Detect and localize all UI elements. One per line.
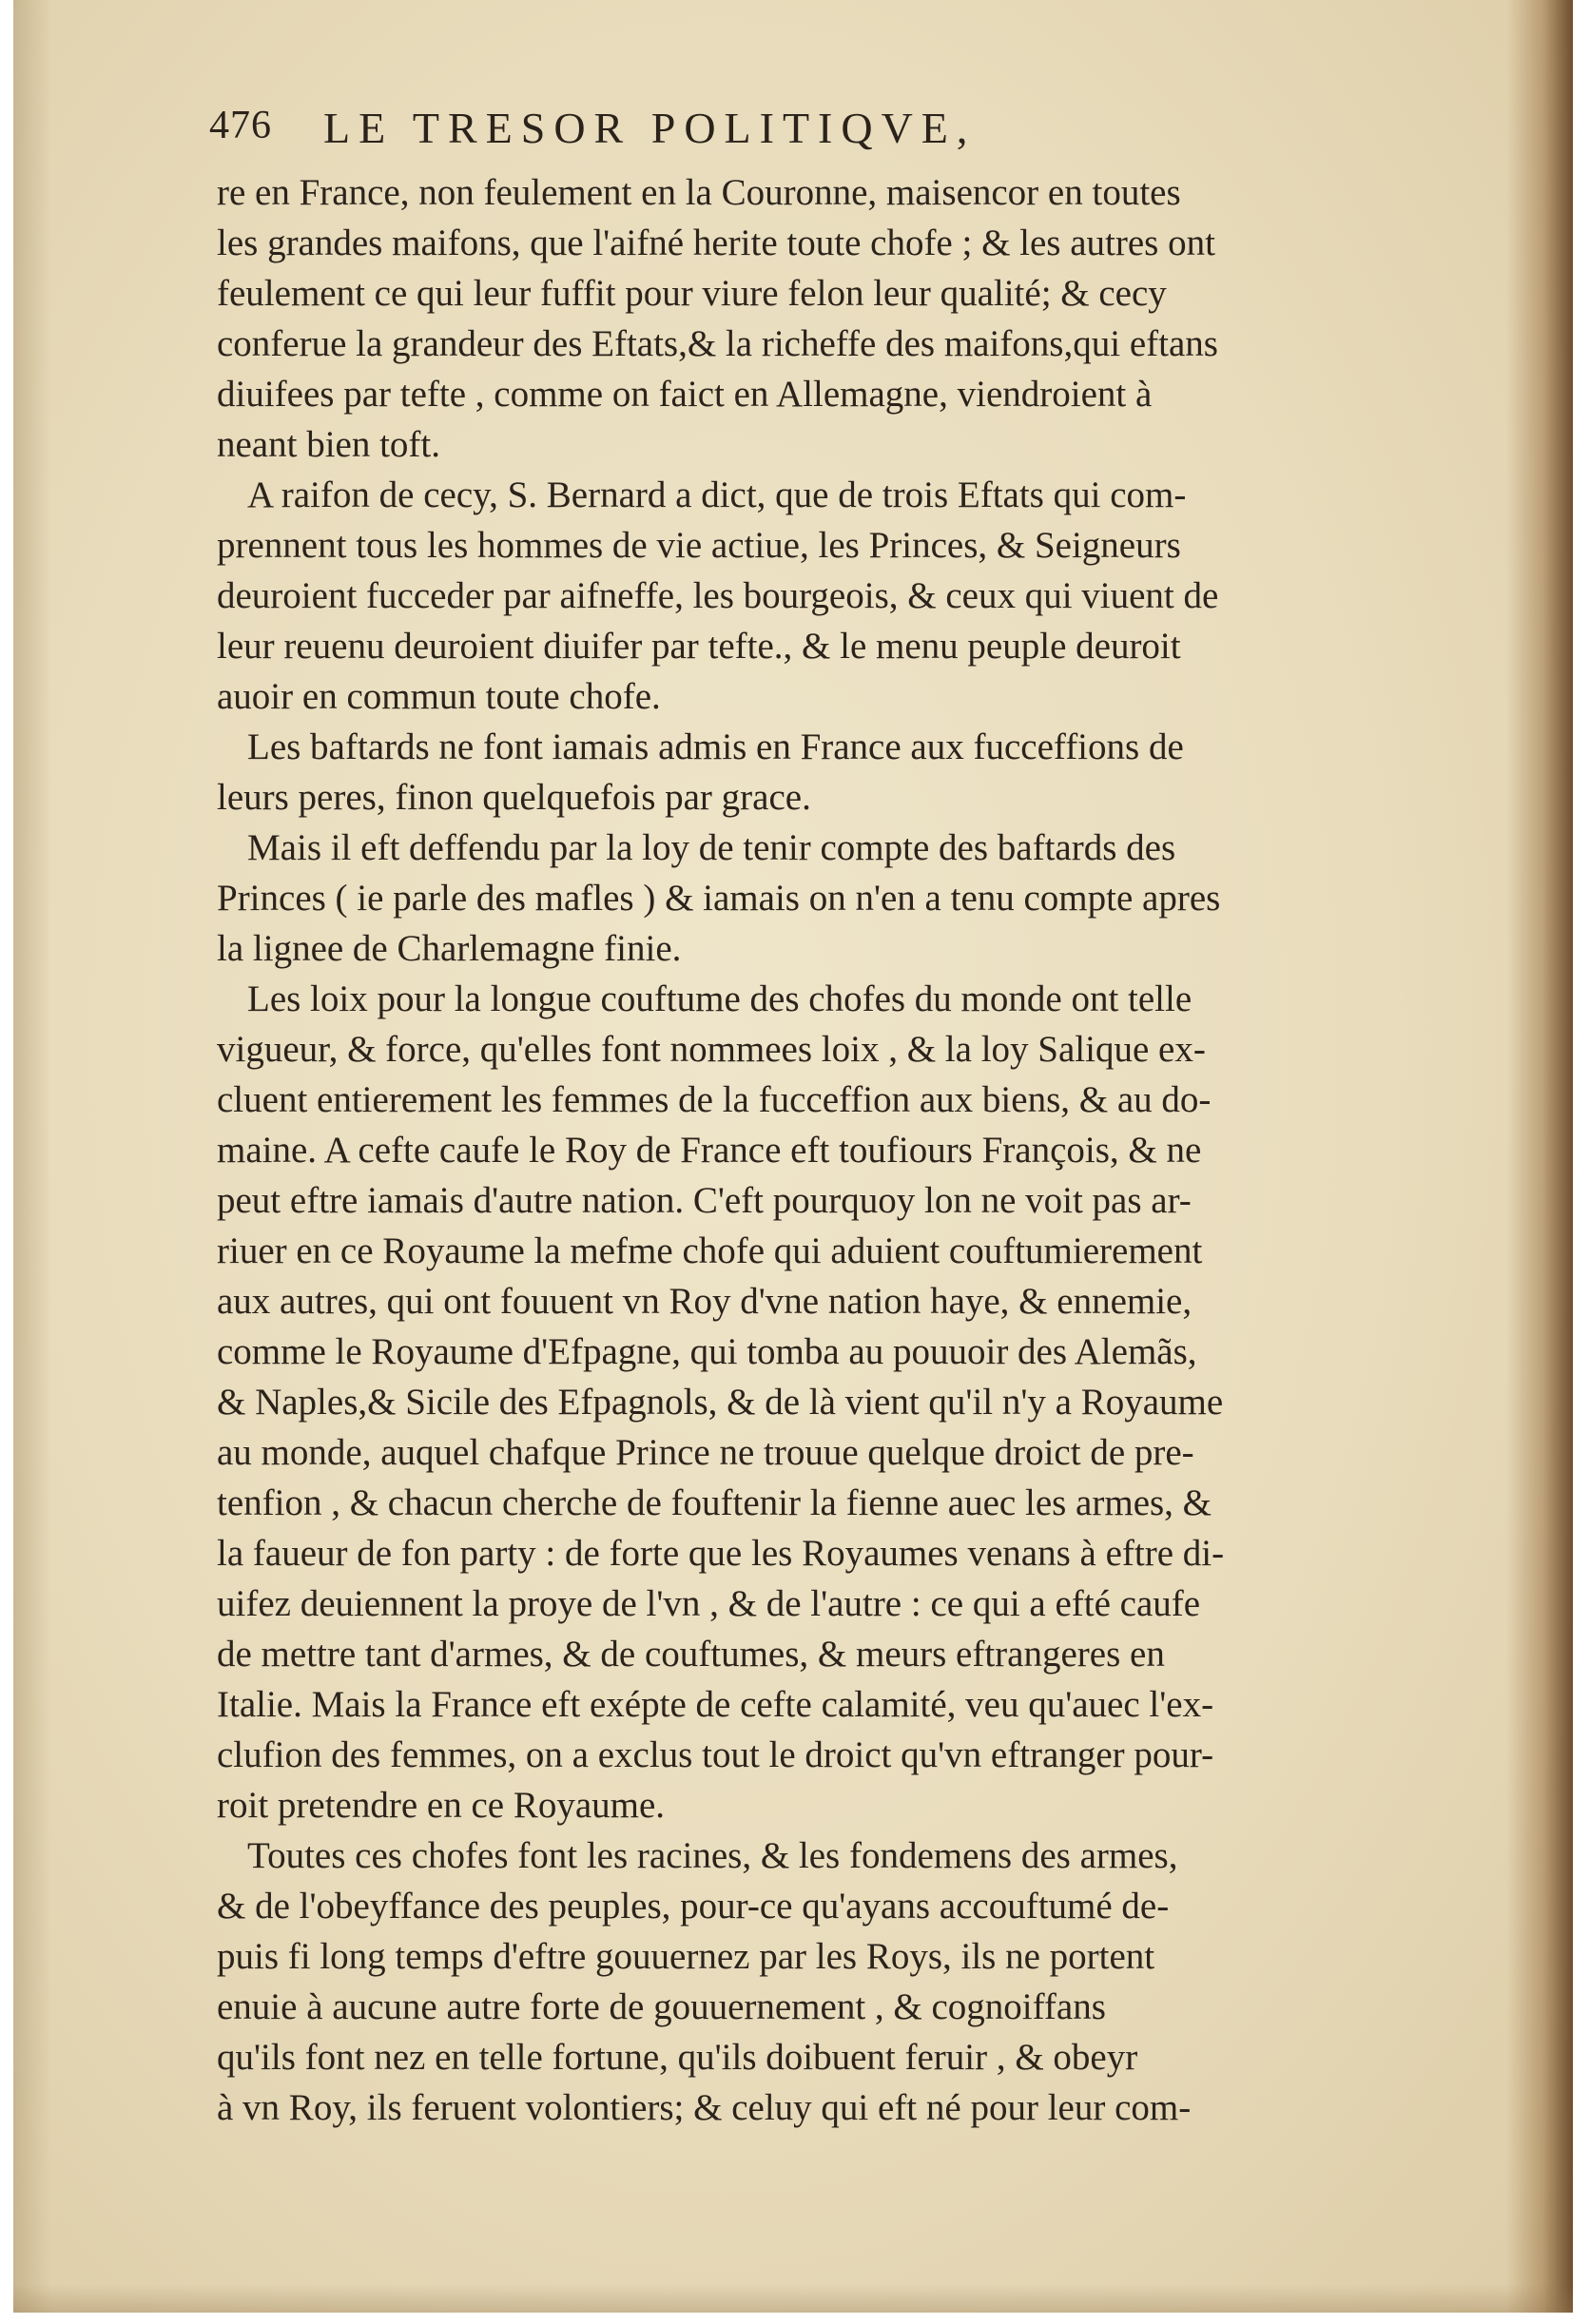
text-line: & Naples,& Sicile des Efpagnols, & de là vient qu'il n'y a Royaume bbox=[217, 1382, 1224, 1423]
text-line: Toutes ces chofes font les racines, & les fondemens des armes, bbox=[247, 1835, 1178, 1876]
text-line: & de l'obeyffance des peuples, pour-ce qu'ayans accouftumé de- bbox=[217, 1886, 1170, 1927]
text-line: Les baftards ne font iamais admis en France aux fucceffions de bbox=[247, 726, 1184, 767]
text-line: comme le Royaume d'Efpagne, qui tomba au pouuoir des Alemãs, bbox=[217, 1331, 1197, 1372]
text-line: la faueur de fon party : de forte que les Royaumes venans à eftre di- bbox=[217, 1533, 1225, 1574]
text-line: auoir en commun toute chofe. bbox=[217, 676, 661, 717]
running-header bbox=[209, 103, 1445, 160]
page-bottom-edge bbox=[13, 2284, 1573, 2313]
page-left-edge bbox=[13, 0, 51, 2313]
text-line: tenfion , & chacun cherche de fouftenir la fienne auec les armes, & bbox=[217, 1482, 1212, 1523]
text-line: qu'ils font nez en telle fortune, qu'ils doibuent feruir , & obeyr bbox=[217, 2037, 1138, 2078]
text-line: Italie. Mais la France eft exépte de cefte calamité, veu qu'auec l'ex- bbox=[217, 1684, 1214, 1725]
text-line: conferue la grandeur des Eftats,& la richeffe des maifons,qui eftans bbox=[217, 323, 1218, 364]
text-line: peut eftre iamais d'autre nation. C'eft pourquoy lon ne voit pas ar- bbox=[217, 1180, 1192, 1221]
text-line: Mais il eft deffendu par la loy de tenir compte des baftards des bbox=[247, 827, 1176, 868]
text-line: roit pretendre en ce Royaume. bbox=[217, 1785, 666, 1826]
page-number: 476 bbox=[209, 104, 272, 147]
text-line: de mettre tant d'armes, & de couftumes, & meurs eftrangeres en bbox=[217, 1634, 1165, 1675]
text-line: enuie à aucune autre forte de gouuernement , & cognoiffans bbox=[217, 1986, 1106, 2027]
text-line: clufion des femmes, on a exclus tout le droict qu'vn eftranger pour- bbox=[217, 1734, 1214, 1775]
binding-gutter-shadow bbox=[1506, 0, 1573, 2313]
text-line: neant bien toft. bbox=[217, 424, 441, 465]
running-title: LE TRESOR POLITIQVE, bbox=[323, 104, 977, 152]
text-line: cluent entierement les femmes de la fucceffion aux biens, & au do- bbox=[217, 1079, 1212, 1120]
text-line: puis fi long temps d'eftre gouuernez par les Roys, ils ne portent bbox=[217, 1936, 1155, 1977]
text-line: la lignee de Charlemagne finie. bbox=[217, 928, 682, 969]
text-line: Les loix pour la longue couftume des chofes du monde ont telle bbox=[247, 978, 1192, 1019]
body-text bbox=[217, 167, 1496, 2133]
text-line: à vn Roy, ils feruent volontiers; & celuy qui eft né pour leur com- bbox=[217, 2087, 1192, 2128]
text-line: aux autres, qui ont fouuent vn Roy d'vne nation haye, & ennemie, bbox=[217, 1281, 1192, 1322]
text-line: au monde, auquel chafque Prince ne trouue quelque droict de pre- bbox=[217, 1432, 1194, 1473]
text-line: Princes ( ie parle des mafles ) & iamais on n'en a tenu compte apres bbox=[217, 878, 1221, 919]
text-line: re en France, non feulement en la Couronne, maisencor en toutes bbox=[217, 172, 1181, 213]
text-line: diuifees par tefte , comme on faict en Allemagne, viendroient à bbox=[217, 374, 1153, 415]
text-line: vigueur, & force, qu'elles font nommees loix , & la loy Salique ex- bbox=[217, 1029, 1206, 1070]
text-line: deuroient fucceder par aifneffe, les bourgeois, & ceux qui viuent de bbox=[217, 575, 1219, 616]
text-line: A raifon de cecy, S. Bernard a dict, que de trois Eftats qui com- bbox=[247, 474, 1187, 515]
text-line: maine. A cefte caufe le Roy de France eft toufiours François, & ne bbox=[217, 1130, 1202, 1171]
text-line: leur reuenu deuroient diuifer par tefte., & le menu peuple deuroit bbox=[217, 626, 1181, 667]
text-line: feulement ce qui leur fuffit pour viure felon leur qualité; & cecy bbox=[217, 273, 1167, 314]
text-line: les grandes maifons, que l'aifné herite toute chofe ; & les autres ont bbox=[217, 223, 1215, 263]
text-line: uifez deuiennent la proye de l'vn , & de l'autre : ce qui a efté caufe bbox=[217, 1583, 1201, 1624]
text-line: riuer en ce Royaume la mefme chofe qui aduient couftumierement bbox=[217, 1230, 1203, 1271]
text-line: leurs peres, finon quelquefois par grace. bbox=[217, 777, 811, 818]
text-line: prennent tous les hommes de vie actiue, les Princes, & Seigneurs bbox=[217, 525, 1181, 566]
